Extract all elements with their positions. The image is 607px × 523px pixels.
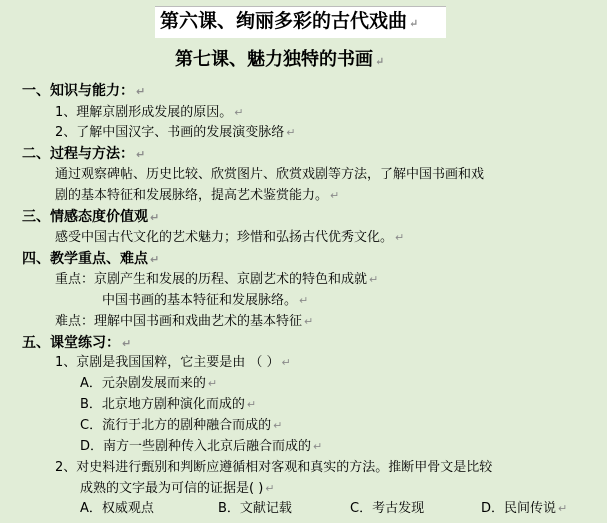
- option-text: D．南方一些剧种传入北京后融合而成的: [80, 439, 312, 454]
- option-text: B．北京地方剧种演化而成的: [80, 397, 245, 412]
- process-text: 剧的基本特征和发展脉络，提高艺术鉴赏能力。: [55, 188, 329, 203]
- paragraph-mark: ↵: [369, 273, 379, 286]
- lesson6-title-text: 第六课、绚丽多彩的古代戏曲: [160, 10, 408, 32]
- question-stem-text: 2、对史料进行甄别和判断应遵循相对客观和真实的方法。推断甲骨文是比较: [55, 460, 493, 475]
- paragraph-mark: ↵: [207, 377, 218, 390]
- values-text: 感受中国古代文化的艺术魅力；珍惜和弘扬古代优秀文化。: [55, 230, 394, 245]
- paragraph-mark: ↵: [122, 337, 132, 350]
- paragraph-mark: ↵: [304, 315, 314, 328]
- section-heading-text: 二、过程与方法：: [22, 146, 134, 162]
- paragraph-mark: ↵: [246, 398, 257, 411]
- paragraph-mark: ↵: [395, 231, 405, 244]
- paragraph-mark: ↵: [375, 55, 385, 68]
- question-stem-text: 1、京剧是我国国粹，它主要是由 （ ）: [55, 355, 280, 370]
- knowledge-item-2: [55, 124, 296, 142]
- paragraph-mark: ↵: [150, 253, 160, 266]
- question-2-option-b: [218, 500, 292, 518]
- process-text: 通过观察碑帖、历史比较、欣赏图片、欣赏戏剧等方法，了解中国书画和戏: [55, 167, 485, 182]
- question-1-option-c: [80, 417, 282, 435]
- key-points-line-1: [55, 271, 378, 289]
- section-values-heading: [22, 208, 159, 227]
- section-exercise-heading: [22, 334, 131, 353]
- question-stem-text: 成熟的文字最为可信的证据是( ): [80, 481, 264, 496]
- key-points-line-2: [102, 292, 308, 310]
- process-line-2: [55, 187, 339, 205]
- section-heading-text: 四、教学重点、难点: [22, 251, 148, 267]
- difficulty-line: [55, 313, 313, 331]
- question-2-option-c: [350, 500, 424, 518]
- section-heading-text: 一、知识与能力：: [22, 83, 134, 99]
- process-line-1: [55, 166, 484, 184]
- question-1-option-b: [80, 396, 256, 414]
- values-line-1: [55, 229, 404, 247]
- option-text: A．权威观点: [80, 501, 154, 516]
- option-text: D．民间传说: [481, 501, 557, 516]
- paragraph-mark: ↵: [313, 440, 323, 453]
- paragraph-mark: ↵: [409, 17, 419, 30]
- knowledge-item-1: [55, 104, 244, 122]
- section-process-heading: [22, 145, 145, 164]
- question-2-stem-line-1: [55, 459, 492, 477]
- lesson7-title-text: 第七课、魅力独特的书画: [175, 49, 373, 70]
- question-1-option-a: [80, 375, 217, 393]
- paragraph-mark: ↵: [281, 356, 291, 369]
- question-2-option-a: [80, 500, 154, 518]
- paragraph-mark: ↵: [234, 106, 244, 119]
- difficulty-text: 难点：理解中国书画和戏曲艺术的基本特征: [55, 314, 303, 329]
- knowledge-item-text: 2、了解中国汉字、书画的发展演变脉络: [55, 125, 285, 140]
- question-2-option-d: [481, 500, 567, 518]
- paragraph-mark: ↵: [265, 482, 275, 495]
- option-text: C．考古发现: [350, 501, 425, 516]
- paragraph-mark: ↵: [136, 148, 146, 161]
- section-heading-text: 三、情感态度价值观: [22, 209, 148, 225]
- paragraph-mark: ↵: [299, 294, 309, 307]
- question-1-stem: [55, 354, 291, 372]
- paragraph-mark: ↵: [330, 189, 340, 202]
- section-heading-text: 五、课堂练习：: [22, 335, 120, 351]
- paragraph-mark: ↵: [558, 502, 568, 515]
- section-knowledge-heading: [22, 82, 145, 101]
- key-points-text: 中国书画的基本特征和发展脉络。: [102, 293, 298, 308]
- question-2-stem-line-2: [80, 480, 275, 498]
- paragraph-mark: ↵: [273, 419, 283, 432]
- paragraph-mark: ↵: [150, 211, 160, 224]
- option-text: B．文献记载: [218, 501, 292, 516]
- paragraph-mark: ↵: [136, 85, 146, 98]
- section-focus-heading: [22, 250, 159, 269]
- paragraph-mark: ↵: [286, 126, 296, 139]
- option-text: C．流行于北方的剧种融合而成的: [80, 418, 272, 433]
- question-1-option-d: [80, 438, 322, 456]
- key-points-text: 重点：京剧产生和发展的历程、京剧艺术的特色和成就: [55, 272, 368, 287]
- lesson7-title: [175, 48, 384, 74]
- lesson6-title: [160, 8, 418, 37]
- knowledge-item-text: 1、理解京剧形成发展的原因。: [55, 105, 233, 120]
- option-text: A．元杂剧发展而来的: [80, 376, 206, 391]
